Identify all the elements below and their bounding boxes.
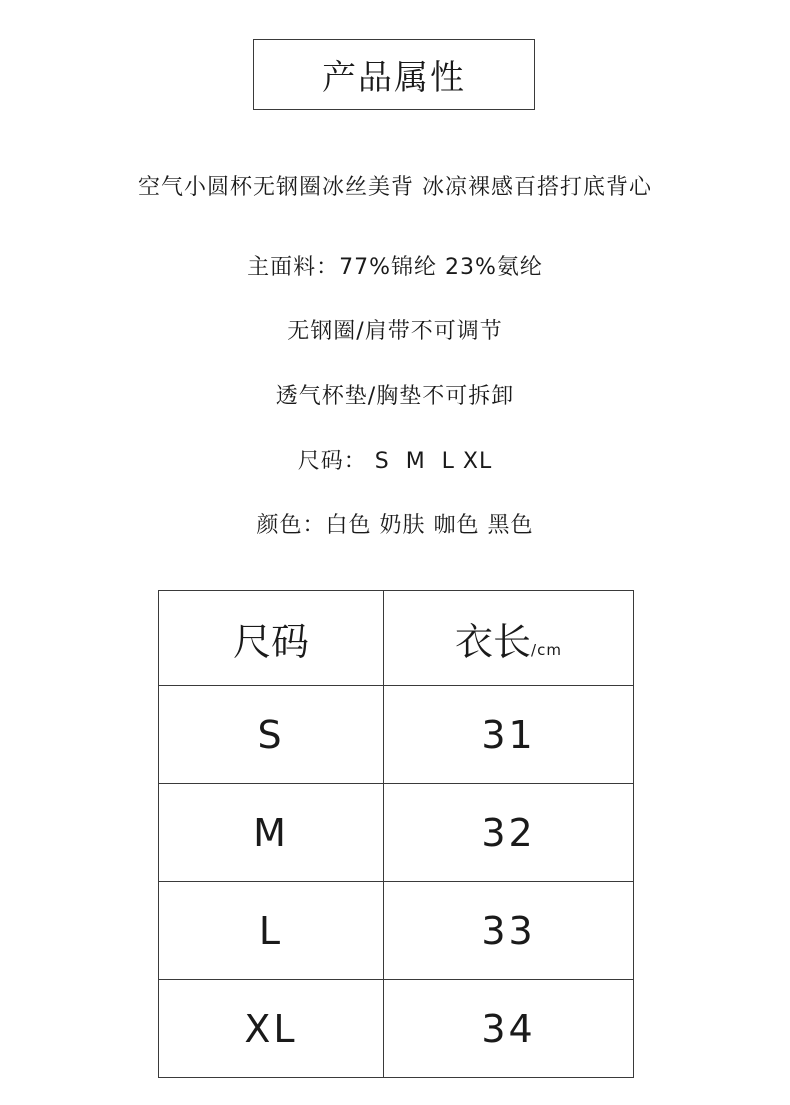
fabric-spec: 主面料：77%锦纶 23%氨纶 bbox=[247, 255, 543, 280]
length-header-label: 衣长 bbox=[455, 619, 532, 664]
size-cell: S bbox=[159, 686, 384, 784]
length-cell: 32 bbox=[384, 784, 634, 882]
size-chart-table bbox=[158, 590, 634, 1078]
table-row bbox=[159, 686, 634, 784]
page-title: 产品属性 bbox=[322, 58, 466, 98]
length-cell: 33 bbox=[384, 882, 634, 980]
size-header-label: 尺码 bbox=[232, 619, 309, 664]
length-unit: /cm bbox=[531, 640, 562, 659]
size-cell: M bbox=[159, 784, 384, 882]
table-header-row bbox=[159, 591, 634, 686]
size-column-header bbox=[159, 591, 384, 686]
title-box bbox=[253, 39, 535, 110]
size-cell: XL bbox=[159, 980, 384, 1078]
color-spec: 颜色：白色 奶肤 咖色 黑色 bbox=[256, 513, 534, 538]
length-cell: 34 bbox=[384, 980, 634, 1078]
length-cell: 31 bbox=[384, 686, 634, 784]
product-description: 空气小圆杯无钢圈冰丝美背 冰凉裸感百搭打底背心 bbox=[138, 175, 652, 200]
pad-spec: 透气杯垫/胸垫不可拆卸 bbox=[275, 384, 515, 409]
size-spec: 尺码： S M L XL bbox=[297, 449, 493, 474]
table-row bbox=[159, 882, 634, 980]
table-row bbox=[159, 784, 634, 882]
size-cell: L bbox=[159, 882, 384, 980]
length-column-header bbox=[384, 591, 634, 686]
wire-spec: 无钢圈/肩带不可调节 bbox=[287, 319, 503, 344]
table-row bbox=[159, 980, 634, 1078]
